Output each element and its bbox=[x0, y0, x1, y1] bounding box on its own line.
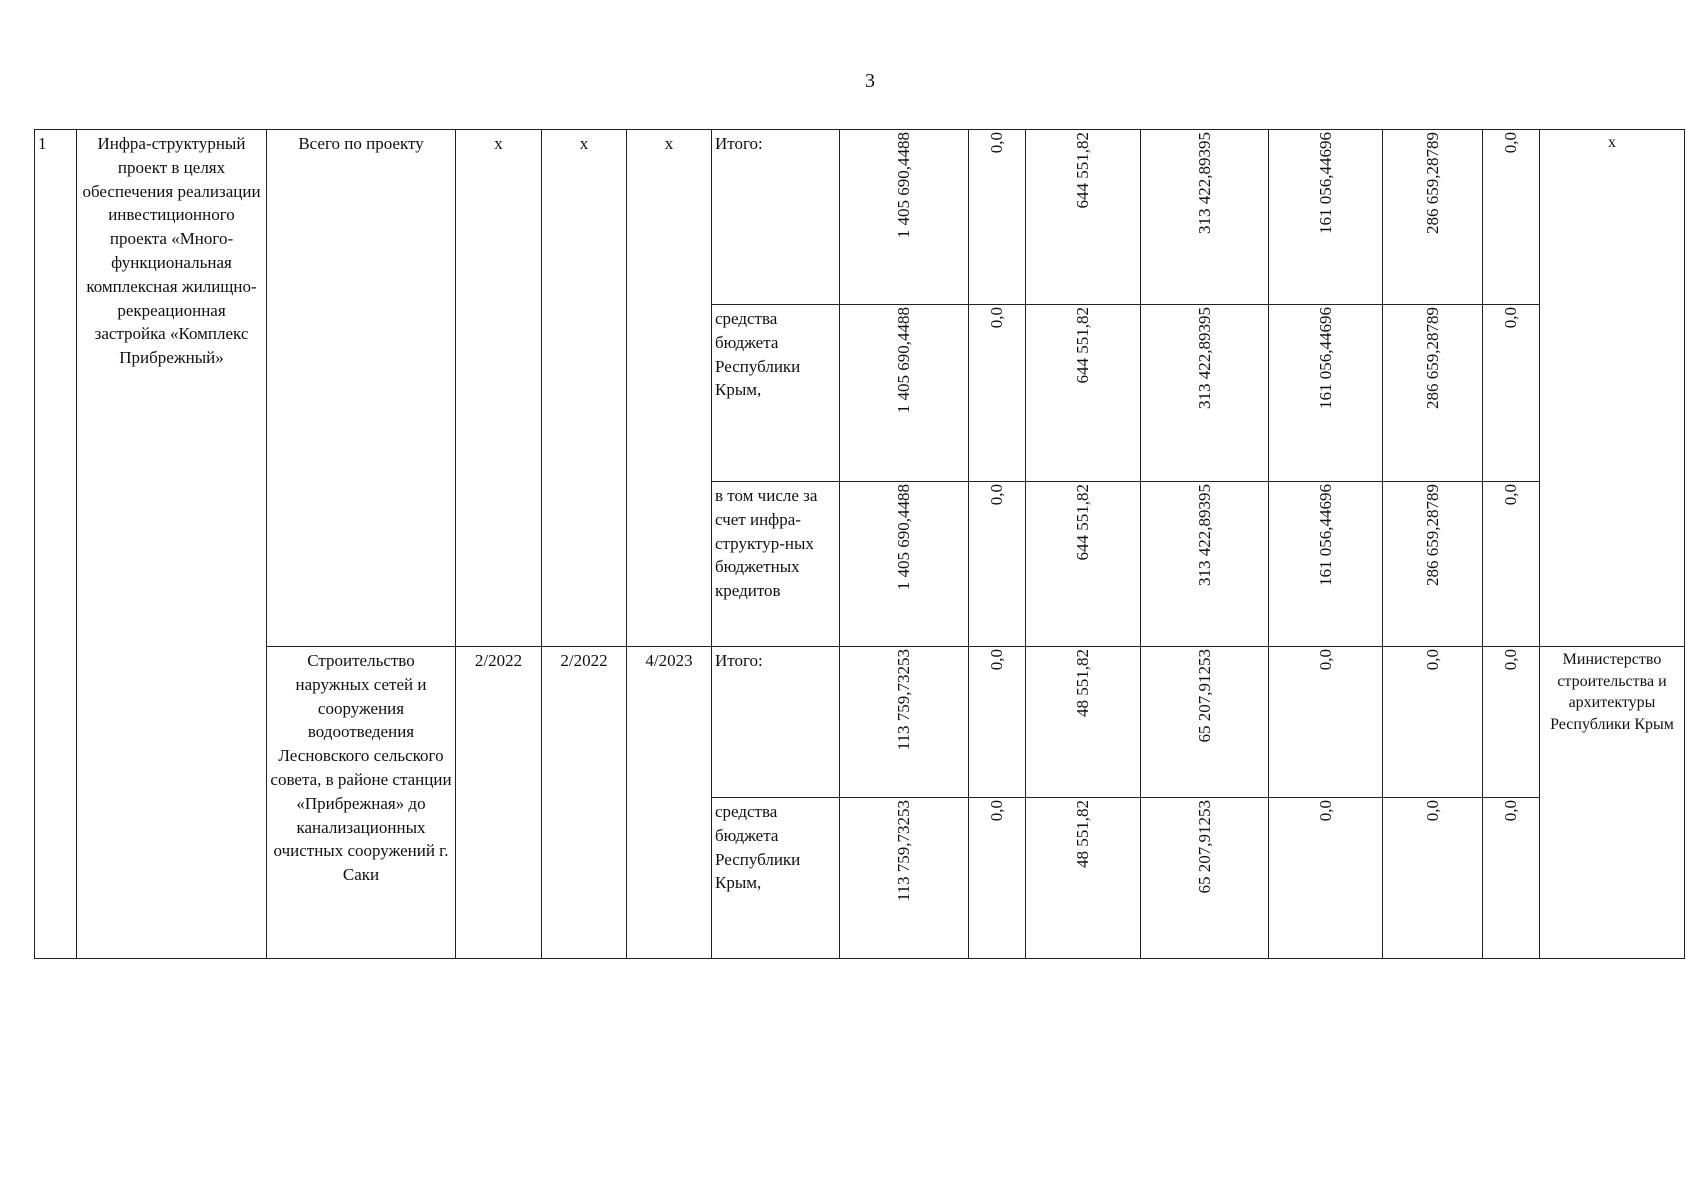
value-cell bbox=[969, 130, 1026, 305]
value-cell bbox=[1269, 798, 1383, 959]
value-cell bbox=[1026, 130, 1141, 305]
value-v4: 313 422,89395 bbox=[1194, 484, 1214, 586]
value-cell bbox=[969, 798, 1026, 959]
value-cell bbox=[1269, 305, 1383, 482]
value-v6: 0,0 bbox=[1422, 649, 1442, 671]
value-v1: 1 405 690,4488 bbox=[894, 307, 914, 414]
value-cell bbox=[1141, 647, 1269, 798]
value-v5: 161 056,44696 bbox=[1315, 132, 1335, 234]
value-cell bbox=[1483, 798, 1540, 959]
value-v5: 161 056,44696 bbox=[1315, 484, 1335, 586]
value-cell bbox=[1141, 482, 1269, 647]
value-v7: 0,0 bbox=[1501, 307, 1521, 329]
value-cell bbox=[840, 798, 969, 959]
value-cell bbox=[1483, 305, 1540, 482]
value-cell bbox=[1483, 647, 1540, 798]
value-cell bbox=[1483, 482, 1540, 647]
value-v2: 0,0 bbox=[987, 132, 1007, 154]
value-cell bbox=[1026, 798, 1141, 959]
value-v4: 65 207,91253 bbox=[1194, 800, 1214, 894]
funding-source-label: Итого: bbox=[712, 647, 840, 798]
value-cell bbox=[1141, 130, 1269, 305]
value-v5: 0,0 bbox=[1315, 649, 1335, 671]
total-col-a: x bbox=[456, 130, 542, 647]
financing-table bbox=[34, 129, 1685, 959]
value-v1: 113 759,73253 bbox=[894, 649, 914, 751]
value-v4: 313 422,89395 bbox=[1194, 132, 1214, 234]
value-v3: 644 551,82 bbox=[1073, 132, 1093, 209]
value-v4: 65 207,91253 bbox=[1194, 649, 1214, 743]
value-v3: 644 551,82 bbox=[1073, 484, 1093, 561]
value-cell bbox=[1141, 305, 1269, 482]
value-cell bbox=[969, 647, 1026, 798]
value-v7: 0,0 bbox=[1501, 649, 1521, 671]
table-row bbox=[35, 647, 1685, 798]
value-cell bbox=[1383, 482, 1483, 647]
funding-source-label: средства бюджета Республики Крым, bbox=[712, 305, 840, 482]
value-cell bbox=[1141, 798, 1269, 959]
row-number: 1 bbox=[35, 130, 77, 959]
value-v6: 286 659,28789 bbox=[1422, 132, 1442, 234]
value-v5: 161 056,44696 bbox=[1315, 307, 1335, 409]
value-cell bbox=[1026, 647, 1141, 798]
value-v6: 286 659,28789 bbox=[1422, 484, 1442, 586]
value-v3: 644 551,82 bbox=[1073, 307, 1093, 384]
value-v1: 1 405 690,4488 bbox=[894, 484, 914, 591]
value-v3: 48 551,82 bbox=[1073, 649, 1093, 717]
value-v1: 113 759,73253 bbox=[894, 800, 914, 902]
value-cell bbox=[1383, 647, 1483, 798]
total-group-name: Всего по проекту bbox=[267, 130, 456, 647]
object-col-a: 2/2022 bbox=[456, 647, 542, 959]
total-col-b: x bbox=[542, 130, 627, 647]
value-v2: 0,0 bbox=[987, 484, 1007, 506]
value-cell bbox=[840, 647, 969, 798]
value-cell bbox=[969, 482, 1026, 647]
value-cell bbox=[1269, 482, 1383, 647]
value-cell bbox=[1026, 482, 1141, 647]
responsible-executor: x bbox=[1540, 130, 1685, 647]
table-row bbox=[35, 130, 1685, 305]
page-number: 3 bbox=[865, 70, 875, 92]
value-cell bbox=[969, 305, 1026, 482]
value-cell bbox=[840, 130, 969, 305]
value-v5: 0,0 bbox=[1315, 800, 1335, 822]
value-v7: 0,0 bbox=[1501, 484, 1521, 506]
value-cell bbox=[1483, 130, 1540, 305]
value-v1: 1 405 690,4488 bbox=[894, 132, 914, 239]
funding-source-label: средства бюджета Республики Крым, bbox=[712, 798, 840, 959]
project-name-cell: Инфра-структурный проект в целях обеспечения реализации инвестиционного проекта «Много-функциональная комплексная жилищно-рекреационная застройка «Комплекс Прибрежный» bbox=[77, 130, 267, 959]
value-v7: 0,0 bbox=[1501, 132, 1521, 154]
value-cell bbox=[840, 482, 969, 647]
funding-source-label: в том числе за счет инфра-структур-ных бюджетных кредитов bbox=[712, 482, 840, 647]
funding-source-label: Итого: bbox=[712, 130, 840, 305]
value-cell bbox=[1026, 305, 1141, 482]
value-cell bbox=[1383, 798, 1483, 959]
value-v6: 0,0 bbox=[1422, 800, 1442, 822]
object-col-b: 2/2022 bbox=[542, 647, 627, 959]
value-v7: 0,0 bbox=[1501, 800, 1521, 822]
value-cell bbox=[1383, 130, 1483, 305]
value-v2: 0,0 bbox=[987, 800, 1007, 822]
value-v2: 0,0 bbox=[987, 649, 1007, 671]
value-cell bbox=[840, 305, 969, 482]
value-v4: 313 422,89395 bbox=[1194, 307, 1214, 409]
object-name: Строительство наружных сетей и сооружения водоотведения Лесновского сельского совета, в районе станции «Прибрежная» до канализационных очистных сооружений г. Саки bbox=[267, 647, 456, 959]
object-col-c: 4/2023 bbox=[627, 647, 712, 959]
value-cell bbox=[1269, 130, 1383, 305]
value-v3: 48 551,82 bbox=[1073, 800, 1093, 868]
value-cell bbox=[1269, 647, 1383, 798]
value-v2: 0,0 bbox=[987, 307, 1007, 329]
value-v6: 286 659,28789 bbox=[1422, 307, 1442, 409]
responsible-executor: Министерство строительства и архитектуры Республики Крым bbox=[1540, 647, 1685, 959]
value-cell bbox=[1383, 305, 1483, 482]
total-col-c: x bbox=[627, 130, 712, 647]
